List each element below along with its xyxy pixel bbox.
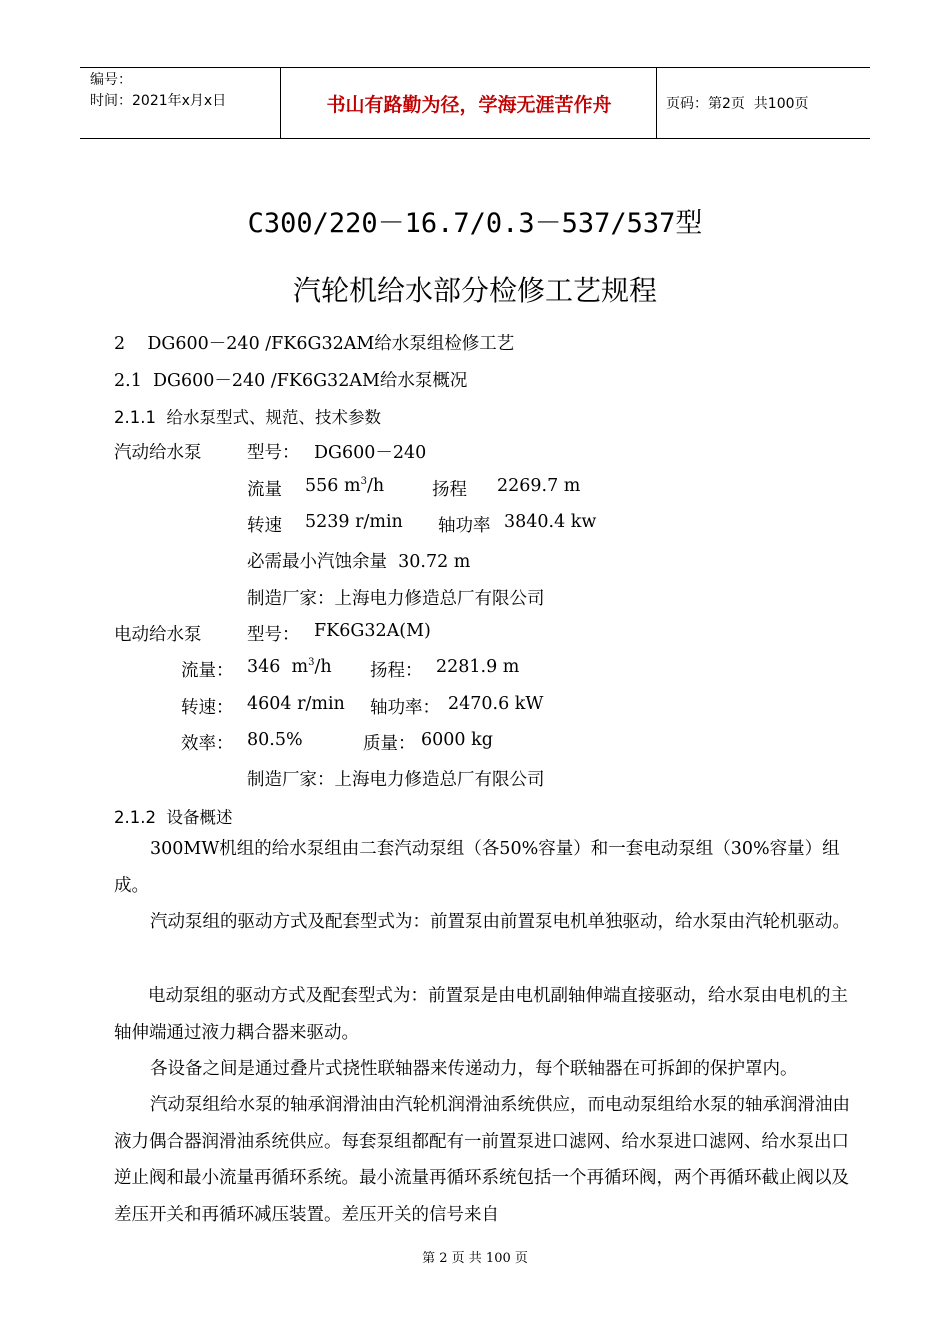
electric-pump-speed-label: 转速： [181,698,234,718]
section-2-1-2-heading: 2.1.2 设备概述 [114,808,233,827]
paragraph-4: 各设备之间是通过叠片式挠性联轴器来传递动力，每个联轴器在可拆卸的保护罩内。 [150,1059,798,1079]
steam-pump-speed-value: 5239 r/min [305,512,403,532]
steam-pump-head-value: 2269.7 m [497,476,581,496]
steam-pump-flow-value: 556 $m^3/h$ [305,476,385,496]
electric-pump-eff-value: 80.5% [247,730,303,750]
section-2-1-heading: 2.1 DG600－240 /FK6G32AM给水泵概况 [114,371,468,391]
electric-pump-maker: 制造厂家：上海电力修造总厂有限公司 [247,770,545,790]
doc-title-line1: C300/220－16.7/0.3－537/537型 [247,208,703,239]
electric-pump-mass-value: 6000 kg [421,730,493,750]
steam-pump-name: 汽动给水泵 [114,443,202,463]
steam-pump-speed-label: 转速 [247,516,282,536]
section-2-1-1-heading: 2.1.1 给水泵型式、规范、技术参数 [114,408,381,427]
electric-pump-eff-label: 效率： [181,734,234,754]
paragraph-2: 汽动泵组的驱动方式及配套型式为：前置泵由前置泵电机单独驱动，给水泵由汽轮机驱动。 [150,912,850,932]
steam-pump-model: DG600－240 [314,443,427,463]
electric-pump-model: FK6G32A(M) [314,621,431,641]
header-meta [90,70,280,112]
paragraph-5: 汽动泵组给水泵的轴承润滑油由汽轮机润滑油系统供应，而电动泵组给水泵的轴承润滑油由液力偶合器润滑油系统供应。每套泵组都配有一前置泵进口滤网、给水泵进口滤网、给水泵出口逆止阀和最小流量再循环系统。最小流量再循环系统包括一个再循环阀，两个再循环截止阀以及差压开关和再循环减压装置。差压开关的信号来自 [114,1095,850,1225]
steam-pump-head-label: 扬程 [432,480,467,500]
steam-pump-power-value: 3840.4 kw [504,512,597,532]
section-2-heading: 2 DG600－240 /FK6G32AM给水泵组检修工艺 [114,334,515,354]
steam-pump-flow-label: 流量 [247,480,282,500]
steam-pump-power-label: 轴功率 [438,516,491,536]
electric-pump-head-label: 扬程： [370,661,423,681]
paragraph-1: 300MW机组的给水泵组由二套汽动泵组（各50%容量）和一套电动泵组（30%容量）组成。 [114,839,840,896]
header-page-number: 页码：第2页 共100页 [666,96,809,112]
doc-title-line2: 汽轮机给水部分检修工艺规程 [292,274,657,307]
electric-pump-name: 电动给水泵 [114,625,202,645]
header-divider-right [656,68,657,138]
electric-pump-head-value: 2281.9 m [436,657,520,677]
steam-pump-npsh: 必需最小汽蚀余量 30.72 m [247,552,471,572]
electric-pump-flow-label: 流量： [181,661,234,681]
electric-pump-speed-value: 4604 r/min [247,694,345,714]
electric-pump-power-label: 轴功率： [370,698,440,718]
header-divider-left [280,68,281,138]
header-date: 时间：2021年x月x日 [90,93,227,109]
electric-pump-mass-label: 质量： [363,734,416,754]
steam-pump-maker: 制造厂家：上海电力修造总厂有限公司 [247,589,545,609]
page-footer: 第 2 页 共 100 页 [422,1251,528,1266]
electric-pump-flow-value: 346 $m^3/h$ [247,657,332,677]
page-header [80,67,870,139]
header-motto: 书山有路勤为径，学海无涯苦作舟 [326,93,612,116]
steam-pump-model-label: 型号： [247,443,300,463]
header-code: 编号： [90,72,132,88]
electric-pump-power-value: 2470.6 kW [448,694,544,714]
paragraph-3: 电动泵组的驱动方式及配套型式为：前置泵是由电机副轴伸端直接驱动，给水泵由电机的主轴伸端通过液力耦合器来驱动。 [114,986,848,1043]
electric-pump-model-label: 型号： [247,625,300,645]
